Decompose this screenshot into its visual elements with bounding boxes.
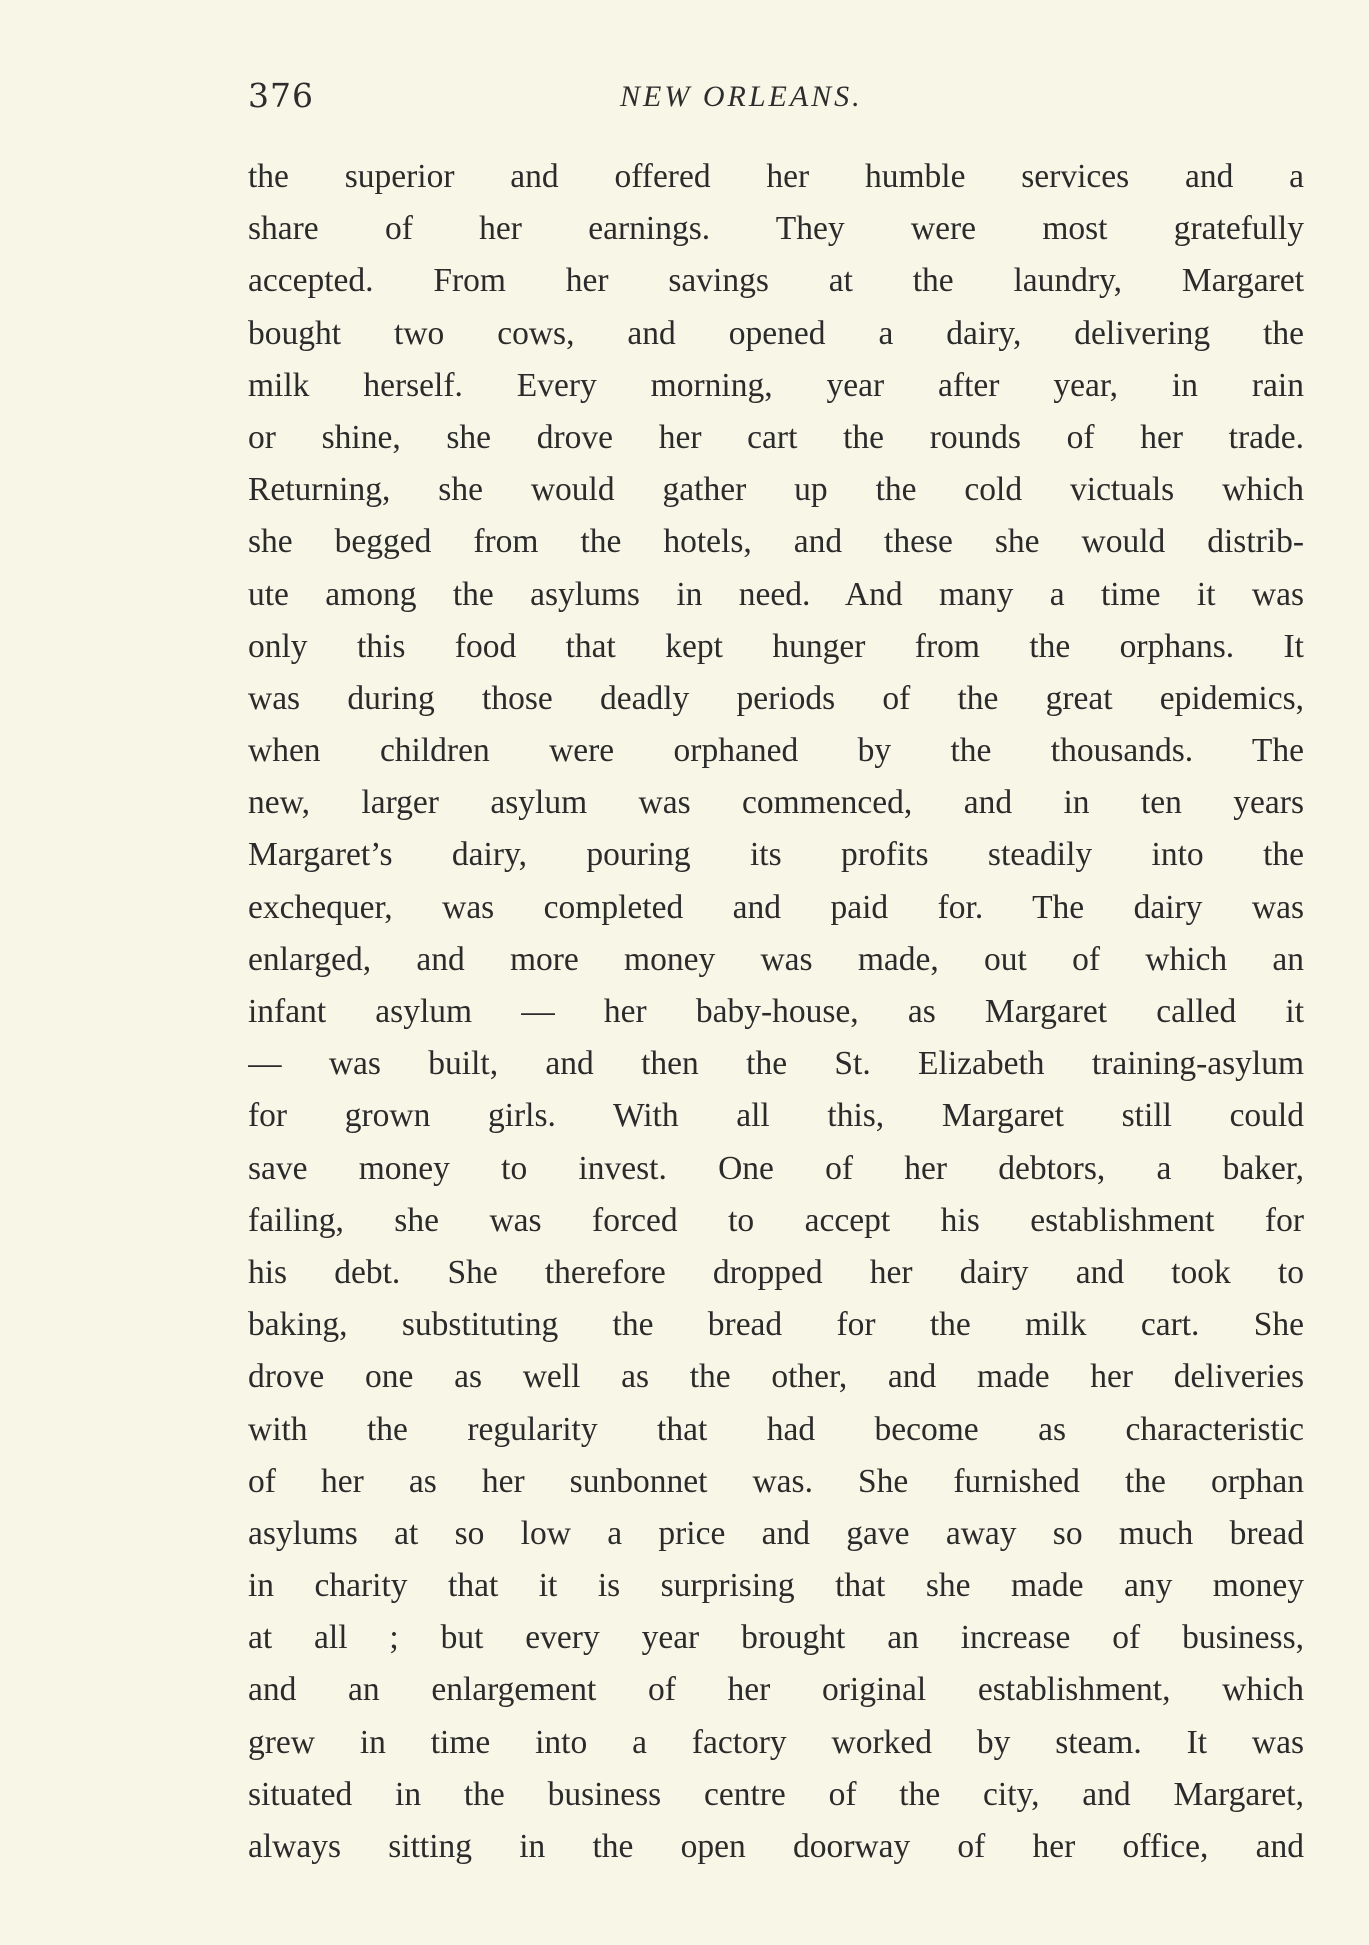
text-line: at all ; but every year brought an increase of business, [248, 1619, 1304, 1657]
page-header [248, 76, 1304, 120]
text-line: situated in the business centre of the city, and Margaret, [248, 1775, 1304, 1813]
text-line: enlarged, and more money was made, out of which an [248, 940, 1304, 978]
text-line: drove one as well as the other, and made her deliveries [248, 1358, 1304, 1396]
text-line: and an enlargement of her original establishment, which [248, 1671, 1304, 1709]
text-line: she begged from the hotels, and these she would distrib- [248, 523, 1304, 561]
text-line: new, larger asylum was commenced, and in ten years [248, 784, 1304, 822]
text-line: his debt. She therefore dropped her dairy and took to [248, 1253, 1304, 1291]
text-line: for grown girls. With all this, Margaret still could [248, 1097, 1304, 1135]
text-line: Margaret’s dairy, pouring its profits steadily into the [248, 836, 1304, 874]
text-line: or shine, she drove her cart the rounds of her trade. [248, 418, 1304, 456]
text-line: infant asylum — her baby-house, as Margaret called it [248, 993, 1304, 1030]
running-title: NEW ORLEANS. [620, 80, 863, 113]
text-line: in charity that it is surprising that she made any money [248, 1567, 1304, 1605]
text-line: only this food that kept hunger from the orphans. It [248, 627, 1304, 665]
text-line: baking, substituting the bread for the milk cart. She [248, 1306, 1304, 1344]
text-line: with the regularity that had become as characteristic [248, 1410, 1304, 1448]
text-line: milk herself. Every morning, year after year, in rain [248, 366, 1304, 404]
page-number: 376 [248, 76, 314, 115]
text-line: save money to invest. One of her debtors, a baker, [248, 1149, 1304, 1187]
text-line: share of her earnings. They were most gratefully [248, 210, 1304, 248]
text-line: ute among the asylums in need. And many a time it was [248, 575, 1304, 613]
text-line: the superior and offered her humble services and a [248, 158, 1304, 195]
text-line: asylums at so low a price and gave away so much bread [248, 1514, 1304, 1552]
text-line: when children were orphaned by the thousands. The [248, 732, 1304, 770]
text-line: always sitting in the open doorway of her office, and [248, 1828, 1304, 1865]
text-line: — was built, and then the St. Elizabeth training-asylum [248, 1045, 1304, 1083]
text-line: bought two cows, and opened a dairy, delivering the [248, 314, 1304, 352]
body-text [248, 151, 1304, 1873]
text-line: failing, she was forced to accept his establishment for [248, 1201, 1304, 1239]
text-line: of her as her sunbonnet was. She furnished the orphan [248, 1462, 1304, 1500]
text-line: accepted. From her savings at the laundry, Margaret [248, 262, 1304, 300]
text-line: was during those deadly periods of the great epidemics, [248, 679, 1304, 717]
text-line: Returning, she would gather up the cold victuals which [248, 471, 1304, 509]
text-line: grew in time into a factory worked by steam. It was [248, 1723, 1304, 1761]
text-line: exchequer, was completed and paid for. The dairy was [248, 888, 1304, 926]
